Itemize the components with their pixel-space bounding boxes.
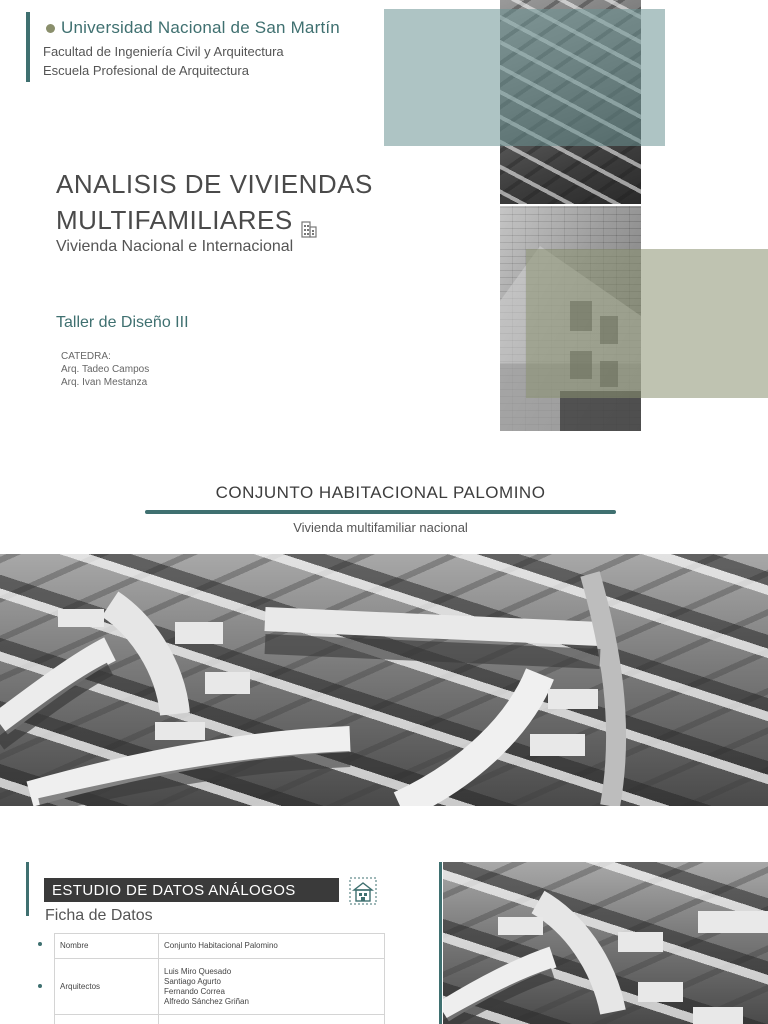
- table-value-name: Conjunto Habitacional Palomino: [159, 934, 385, 959]
- project-aerial-photo: [0, 554, 768, 806]
- table-key-name: Nombre: [55, 934, 159, 959]
- cover-teal-panel: [384, 9, 665, 146]
- project-subtitle: Vivienda multifamiliar nacional: [293, 520, 468, 535]
- chair-member-1: Arq. Tadeo Campos: [61, 364, 150, 375]
- table-row: [55, 959, 385, 1015]
- table-row-bullet-1: [38, 942, 42, 946]
- cover-sage-panel: [526, 249, 768, 398]
- architect-1: Luis Miro Quesado: [164, 966, 232, 976]
- project-title: CONJUNTO HABITACIONAL PALOMINO: [215, 483, 546, 502]
- university-dot: [46, 24, 55, 33]
- project-title-rule: [145, 510, 616, 514]
- chair-member-2: Arq. Ivan Mestanza: [61, 377, 148, 388]
- table-key-next: [55, 1015, 159, 1024]
- datasheet-banner: ESTUDIO DE DATOS ANÁLOGOS: [44, 878, 339, 902]
- table-row: [55, 1015, 385, 1024]
- data-table: [54, 933, 385, 1024]
- blueprint-building-icon: [349, 877, 377, 909]
- building-icon: [301, 211, 317, 229]
- cover-accent-bar: [26, 12, 30, 82]
- architect-4: Alfredo Sánchez Griñan: [164, 996, 249, 1006]
- faculty-name: Facultad de Ingeniería Civil y Arquitectura: [43, 44, 284, 59]
- main-title-line2: [56, 202, 317, 238]
- table-value-architects: [159, 959, 385, 1015]
- datasheet-heading: Ficha de Datos: [45, 907, 153, 924]
- chair-block: [61, 350, 149, 389]
- table-row: [55, 934, 385, 959]
- datasheet-photo-accent-bar: [439, 862, 442, 1024]
- architect-3: Fernando Correa: [164, 986, 225, 996]
- course-name: Taller de Diseño III: [56, 314, 189, 331]
- table-key-architects: Arquitectos: [55, 959, 159, 1015]
- datasheet-accent-bar: [26, 862, 29, 916]
- university-name: Universidad Nacional de San Martín: [61, 18, 340, 37]
- chair-label: CATEDRA:: [61, 351, 111, 362]
- datasheet-aerial-photo: [443, 862, 768, 1024]
- main-title-text: MULTIFAMILIARES: [56, 205, 293, 235]
- cover-subtitle: Vivienda Nacional e Internacional: [56, 238, 294, 255]
- architect-2: Santiago Agurto: [164, 976, 221, 986]
- school-name: Escuela Profesional de Arquitectura: [43, 63, 249, 78]
- main-title-line1: ANALISIS DE VIVIENDAS: [56, 169, 373, 199]
- table-row-bullet-2: [38, 984, 42, 988]
- table-value-next: [159, 1015, 385, 1024]
